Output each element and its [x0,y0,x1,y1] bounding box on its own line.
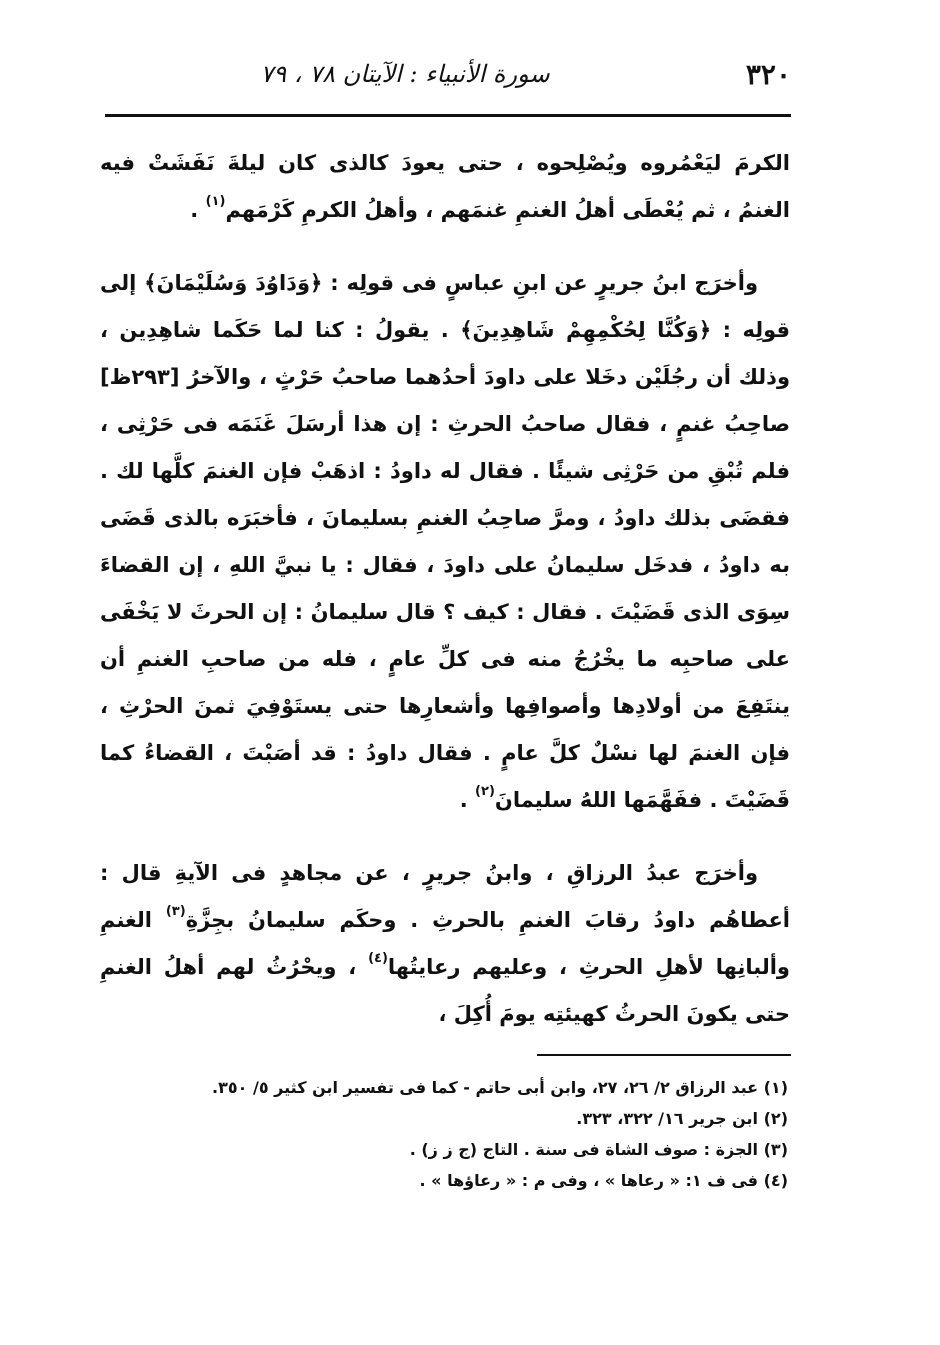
footnote-1: (١) عبد الرزاق ٢/ ٢٦، ٢٧، وابن أبى حاتم - كما فى تفسير ابن كثير ٥/ ٣٥٠. [212,1078,788,1097]
paragraph-3-text-c: ، ويحْرُثُ لهم أهلُ الغنمِ حتى يكونَ الحرثُ كهيئتِه يومَ أُكِلَ ، [100,955,790,1026]
footnote-2: (٢) ابن جرير ١٦/ ٣٢٢، ٣٢٣. [576,1109,788,1128]
footnote-ref-4: (٤) [368,951,388,966]
paragraph-2 [100,260,790,824]
paragraph-2-end: . [459,788,476,812]
page-number: ٣٢٠ [745,58,791,91]
paragraph-3-text-b: الغنمِ وألبانِها لأهلِ الحرثِ ، وعليهم رعايتُها [100,908,790,979]
paragraph-2-text: وأخرَج ابنُ جريرٍ عن ابنِ عباسٍ فى قولِه : ﴿وَدَاوُدَ وَسُلَيْمَانَ﴾ إلى قولِه : ﴿وَكُنَّا لِحُكْمِهِمْ شَاهِدِينَ﴾ . يقولُ : كنا لما حَكَما شاهِدِين ، وذلك أن رجُلَيْن دخَلا على داودَ أحدُهما صاحبُ حَرْثٍ ، والآخرُ [٢٩٣ظ] صاحِبُ غنمٍ ، فقال صاحبُ الحرثِ : إن هذا أرسَلَ غَنَمَه فى حَرْثِى ، فلم تُبْقِ من حَرْثِى شيئًا . فقال له داودُ : اذهَبْ فإن الغنمَ كلَّها لك . فقضَى بذلك داودُ ، ومرَّ صاحِبُ الغنمِ بسليمانَ ، فأخبَرَه بالذى قَضَى به داودُ ، فدخَل سليمانُ على داودَ ، فقال : يا نبيَّ اللهِ ، إن القضاءَ سِوَى الذى قَضَيْتَ . فقال : كيف ؟ قال سليمانُ : إن الحرثَ لا يَخْفَى على صاحبِه ما يخْرُجُ منه فى كلِّ عامٍ ، فله من صاحبِ الغنمِ أن ينتَفِعَ من أولادِها وأصوافِها وأشعارِها حتى يستَوْفِيَ ثمنَ الحرْثِ ، فإن الغنمَ لها نسْلٌ كلَّ عامٍ . فقال داودُ : قد أصَبْتَ ، القضاءُ كما قَضَيْتَ . ففَهَّمَها اللهُ سليمانَ [100,271,790,812]
footnote-3: (٣) الجزة : صوف الشاة فى سنة . التاج (ج ز ز) . [409,1140,788,1159]
footnote-rule [537,1054,791,1056]
footnote-ref-3: (٣) [165,904,186,919]
paragraph-1-text: الكرمَ ليَعْمُروه ويُصْلِحوه ، حتى يعودَ كالذى كان ليلةَ نَفَشَتْ فيه الغنمُ ، ثم يُعْطَى أهلُ الغنمِ غنمَهم ، وأهلُ الكرمِ كَرْمَهم [100,151,790,222]
paragraph-1-end: . [190,198,206,222]
footnote-ref-2: (٢) [475,784,495,799]
body-text [100,140,790,1038]
paragraph-3 [100,850,790,1038]
paragraph-1 [100,140,790,234]
footnotes [180,1072,788,1196]
paragraph-3-text-a: وأخرَج عبدُ الرزاقِ ، وابنُ جريرٍ ، عن مجاهدٍ فى الآيةِ قال : أعطاهُم داودُ رقابَ الغنمِ بالحرثِ . وحكَم سليمانُ بجِزَّةِ [100,861,790,932]
page-header [105,58,791,102]
footnote-4: (٤) فى ف ١: « رعاها » ، وفى م : « رعاؤها » . [419,1171,788,1190]
header-rule [105,114,791,117]
footnote-ref-1: (١) [205,194,226,209]
running-title: سورة الأنبياء : الآيتان ٧٨ ، ٧٩ [260,60,550,88]
